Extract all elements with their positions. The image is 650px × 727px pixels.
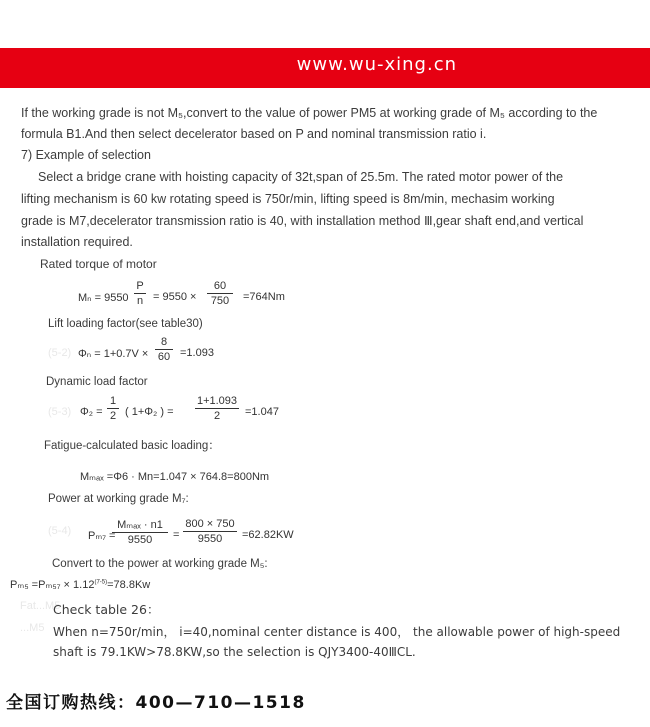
lift-factor-label: Lift loading factor(see table30) bbox=[48, 318, 203, 330]
phi2-f2-num: 1+1.093 bbox=[196, 395, 238, 407]
mn-f1-num: P bbox=[134, 280, 146, 294]
pm7-fraction-2 bbox=[183, 518, 237, 545]
text-line-6: grade is M7,decelerator transmission ratio is 40, with installation method Ⅲ,gear shaft end,and vertical bbox=[21, 214, 584, 228]
pm5-exponent: (7-5) bbox=[94, 579, 108, 586]
check-table-label: Check table 26： bbox=[53, 602, 160, 617]
rated-torque-label: Rated torque of motor bbox=[40, 257, 157, 271]
pm7-f1-num: Mₘₐₓ · n1 bbox=[112, 518, 168, 533]
convert-label: Convert to the power at working grade M₅: bbox=[52, 558, 268, 570]
mn-fraction-2 bbox=[207, 280, 233, 307]
when-line: When n=750r/min， i=40,nominal center distance is 400， the allowable power of high-speed bbox=[53, 625, 621, 639]
header-banner bbox=[0, 48, 650, 88]
section-heading: 7) Example of selection bbox=[21, 148, 151, 162]
phin-den: 60 bbox=[157, 351, 171, 363]
pm7-result: =62.82KW bbox=[242, 529, 294, 541]
phi2-result: =1.047 bbox=[245, 406, 279, 418]
site-url[interactable]: www.wu-xing.cn bbox=[296, 54, 457, 75]
faded-ref-1: (5-2) bbox=[48, 347, 72, 359]
mn-result: =764Nm bbox=[243, 291, 285, 303]
mn-fraction-1 bbox=[134, 280, 146, 307]
text-line-1: If the working grade is not M₅,convert to the value of power PM5 at working grade of M₅ according to the bbox=[21, 106, 598, 120]
pm5-lhs: Pₘ₅ =Pₘ₅₇ × 1.12 bbox=[10, 579, 95, 591]
pm7-f1-den: 9550 bbox=[127, 534, 153, 546]
phi2-f1-den: 2 bbox=[109, 410, 117, 422]
pm7-lhs: Pₘ₇ = bbox=[88, 530, 116, 542]
phin-fraction bbox=[155, 336, 173, 363]
faded-ref-5: ...M5 bbox=[20, 622, 45, 634]
pm7-f2-den: 9550 bbox=[197, 533, 223, 545]
text-line-7: installation required. bbox=[21, 235, 133, 249]
pm7-fraction-1 bbox=[112, 518, 168, 546]
mn-f1-den: n bbox=[136, 295, 144, 307]
phi2-lhs: Φ₂ = bbox=[80, 406, 103, 418]
phi2-fraction-1 bbox=[107, 395, 119, 422]
phi2-f2-den: 2 bbox=[213, 410, 221, 422]
phi2-mid: ( 1+Φ₂ ) = bbox=[125, 406, 174, 418]
faded-ref-2: (5-3) bbox=[48, 406, 72, 418]
pm5-result: =78.8Kw bbox=[107, 579, 151, 591]
pm5-formula bbox=[10, 578, 150, 591]
power-grade-label: Power at working grade M₇: bbox=[48, 493, 189, 505]
text-line-5: lifting mechanism is 60 kw rotating speed is 750r/min, lifting speed is 8m/min, mechasim working bbox=[21, 192, 555, 206]
shaft-line: shaft is 79.1KW>78.8KW,so the selection is QJY3400-40ⅢCL. bbox=[53, 645, 416, 659]
mn-mid: = 9550 × bbox=[153, 291, 197, 303]
pm7-eq: = bbox=[173, 529, 180, 541]
mn-f2-num: 60 bbox=[207, 280, 233, 294]
fatigue-label: Fatigue-calculated basic loading： bbox=[44, 440, 220, 452]
text-line-2: formula B1.And then select decelerator based on P and nominal transmission ratio i. bbox=[21, 127, 487, 141]
text-line-4: Select a bridge crane with hoisting capacity of 32t,span of 25.5m. The rated motor power of the bbox=[38, 170, 564, 184]
phin-result: =1.093 bbox=[180, 347, 214, 359]
phin-num: 8 bbox=[155, 336, 173, 350]
phi2-f1-num: 1 bbox=[107, 395, 119, 409]
faded-ref-4: Fat...M5 bbox=[20, 600, 61, 612]
order-hotline: 全国订购热线：400—710—1518 bbox=[6, 693, 306, 713]
pm7-f2-num: 800 × 750 bbox=[183, 518, 237, 532]
faded-ref-3: (5-4) bbox=[48, 525, 72, 537]
mn-f2-den: 750 bbox=[210, 295, 230, 307]
phin-lhs: Φₙ = 1+0.7V × bbox=[78, 348, 149, 360]
mmax-formula: Mₘₐₓ =Φ6 · Mn=1.047 × 764.8=800Nm bbox=[80, 471, 270, 483]
mn-lhs: Mₙ = 9550 bbox=[78, 292, 129, 304]
dynamic-label: Dynamic load factor bbox=[46, 376, 148, 388]
phi2-fraction-2 bbox=[195, 395, 239, 422]
